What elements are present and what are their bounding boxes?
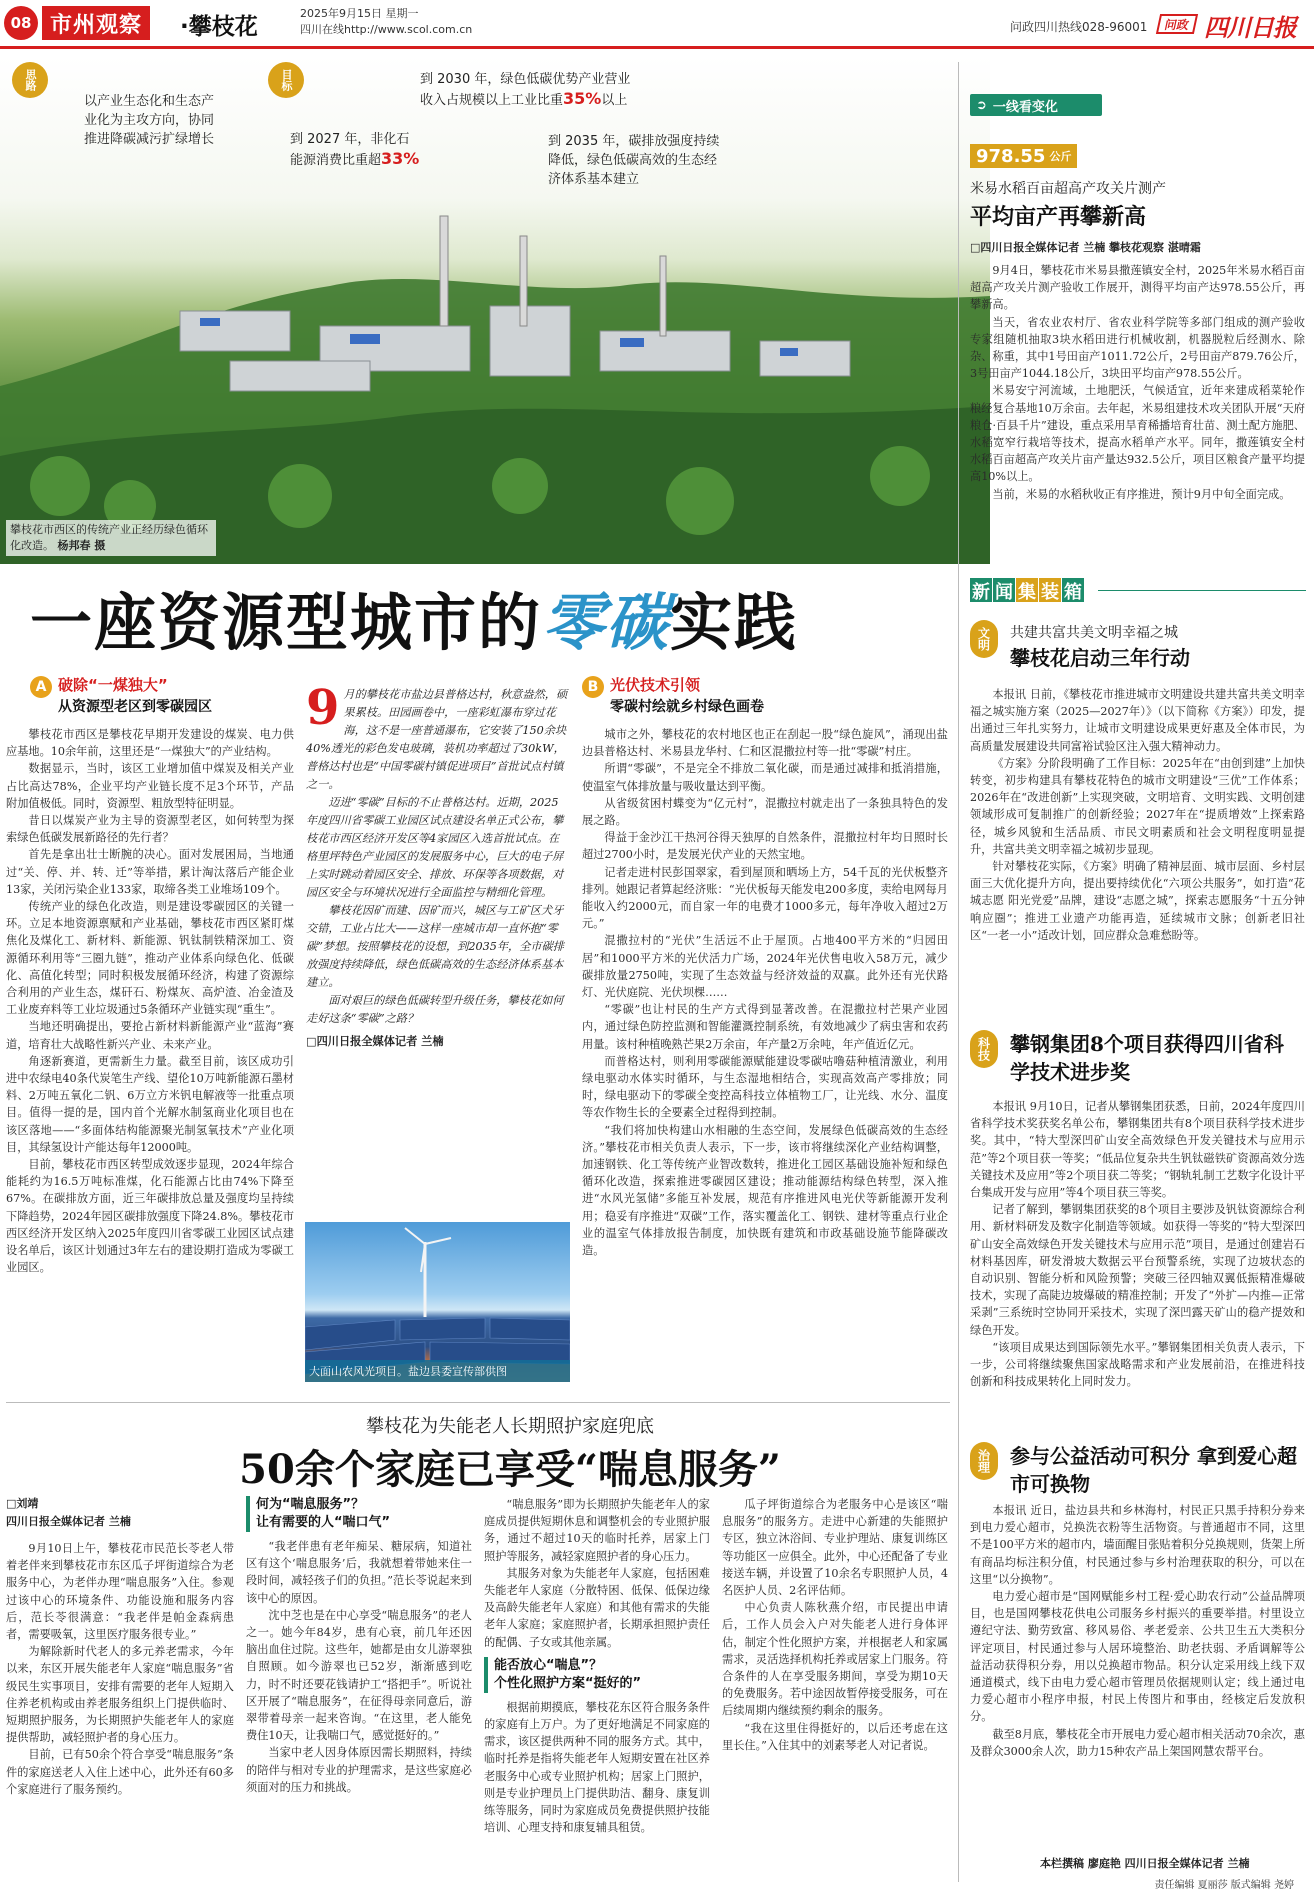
bottom-para: “我老伴患有老年痴呆、糖尿病，知道社区有这个‘喘息服务’后，我就想着带她来住一段时间，减轻孩子们的负担。”范长苓说起来到该中心的原因。 [246,1540,472,1605]
photo-credit: 杨邦春 摄 [57,539,106,552]
bottom-para: “我在这里住得挺好的，以后还考虑在这里长住。”入住其中的刘素琴老人对记者说。 [722,1721,948,1752]
lead-text: 面对艰巨的绿色低碳转型升级任务，攀枝花如何走好这条“零碳”之路？ [306,994,564,1025]
bottom-subtitle: 攀枝花为失能老人长期照护家庭兜底 [366,1416,654,1437]
section-a-para: 传统产业的绿色化改造，则是建设零碳园区的关键一环。立足本地资源禀赋和产业基础，攀枝花市西区紧盯煤焦化及煤化工、新材料、新能源、钒钛制铁精深加工、资源循环利用等“三圈九链”，推动产业体系向绿色化、低碳化、高值化转型；同时积极发展循环经济，构建了资源综合利用的产业生态，煤矸石、粉煤灰、高炉渣、冶金渣及工业废弃料等工业垃圾通过5条循环产业链实现“重生”。 [6,900,294,1017]
ask-logo: 问政 [1156,14,1198,34]
rice-byline: □四川日报全媒体记者 兰楠 攀枝花观察 湛晴霜 [970,241,1201,254]
n3-para: 本报讯 近日，盐边县共和乡林海村，村民正只黑手持积分券来到电力爱心超市，兑换洗衣粉等生活物资。与普通超市不同，这里不是100平方米的超市内，墙面醒目张贴着积分兑换规则，货架上所有商品均标注积分值，村民通过参与乡村治理获取的积分，可以在这里“以分换物”。 [970,1504,1305,1586]
q1-heading [246,1496,472,1532]
wind-solar-illustration [305,1222,570,1382]
rice-para: 当天，省农业农村厅、省农业科学院等多部门组成的测产验收专家组随机抽取3块水稻田进行机械收割，机器脱粒后经测水、除杂、称重，其中1号田亩产1011.72公斤，2号田亩产879.76公斤，3号田亩产1044.18公斤，3块田平均亩产978.55公斤。 [970,315,1305,381]
bottom-para: 瓜子坪街道综合为老服务中心是该区“喘息服务”的服务方。走进中心新建的失能照护专区，独立沐浴间、专业护理站、康复训练区等功能区一应俱全。此外，中心还配备了专业接送车辆，并设置了10余名专职照护人员，4名医护人员、2名评估师。 [722,1498,948,1598]
section-a-title: 破除“一煤独大” [58,676,168,694]
section-a-para: 数据显示，当时，该区工业增加值中煤炭及相关产业占比高达78%，企业平均产业链长度不足3个环节，产品附加值极低。同时，资源型、粗放型特征明显。 [6,762,294,810]
badge-civilization: 文明 [970,620,998,658]
rice-title: 平均亩产再攀新高 [970,204,1147,230]
rice-yield-value: 978.55 [976,145,1046,167]
hotline: 问政四川热线028-96001 [1010,20,1148,34]
date-line [300,6,472,38]
q2-heading-line1: 能否放心“喘息”？ [494,1657,603,1673]
bottom-col-1 [6,1540,234,1798]
rice-para: 米易安宁河流域，土地肥沃，气候适宜，近年来建成稻菜轮作粮经复合基地10万余亩。去年起，米易组建技术攻关团队开展“天府粮仓·百县千片”建设，重点采用旱育稀播培育壮苗、测土配方施肥、水稻宽窄行栽培等技术，提高水稻单产水平。同年，撒莲镇安全村水稻百亩超高产攻关片亩产量达932.5公斤，项目区粮食产量平均提高10%以上。 [970,384,1305,484]
bottom-divider [6,1402,950,1403]
n3-title: 参与公益活动可积分 拿到爱心超市可换物 [1010,1444,1297,1496]
date-text: 2025年9月15日 星期一 [300,7,419,20]
bottom-para: 沈中芝也是在中心享受“喘息服务”的老人之一。她今年84岁，患有心衰，前几年还因脑出血住过院。这些年，她都是由女儿游翠独自照顾。如今游翠也已52岁，渐渐感到吃力，时不时还要花钱请护工“搭把手”。听说社区开展了“喘息服务”，在征得母亲同意后，游翠带着母亲一起来咨询。“在这里，老人能免费住10天，让我喘口气，感觉挺好的。” [246,1608,472,1743]
section-b-para: “我们将加快构建山水相融的生态空间，发展绿色低碳高效的生态经济。”攀枝花市相关负责人表示，下一步，该市将继续深化产业结构调整，加速钢铁、化工等传统产业智改数转，推进化工园区基础设施补短和绿色循环化改造，探索推进零碳园区建设；推动能源结构绿色转型，深入推进“水风光氢储”多能互补发展，规范有序推进风电光伏等新能源开发利用；稳妥有序推进“双碳”工作，落实覆盖化工、钢铁、建材等重点行业企业的温室气体排放报告制度，加快既有建筑和市政基础设施节能降碳改造。 [582,1123,948,1258]
section-a-para: 目前，攀枝花市西区转型成效逐步显现，2024年综合能耗约为16.5万吨标准煤，化石能源占比由74%下降至67%。在碳排放方面，近三年碳排放总量及强度均呈持续下降趋势，2024年园区碳排放强度下降24.8%。攀枝花市西区经济开发区纳入2025年度四川省零碳工业园区试点建设名单后，该区计划通过3年左右的建设期打造成为零碳工业园区。 [6,1158,294,1275]
rice-subtitle: 米易水稻百亩超高产攻关片测产 [970,181,1166,197]
bottom-para: 其服务对象为失能老年人家庭，包括困难失能老年人家庭（分散特困、低保、低保边缘及高龄失能老年人家庭）和其他有需求的失能老年人家庭；家庭照护者，长期承担照护责任的配偶、子女或其他亲属。 [484,1566,710,1649]
bottom-title: 50余个家庭已享受“喘息服务” [239,1446,781,1493]
lead-text: 月的攀枝花市盐边县普格达村，秋意盎然，硕果累枝。田园画卷中，一座彩虹瀑布穿过花海，这不是一座普通瀑布，它安装了150余块40%透光的彩色发电玻璃，装机功率超过了30kW，普格达村也是“中国零碳村镇促进项目”首批试点村镇之一。 [306,688,568,791]
q1-heading-line1: 何为“喘息服务”？ [256,1497,365,1512]
rice-yield-unit: 公斤 [1049,150,1072,163]
section-a-subtitle: 从资源型老区到零碳园区 [58,699,212,715]
main-title-post: 实践 [670,586,799,659]
goal-2035: 到 2035 年，碳排放强度持续降低，绿色低碳高效的生态经济体系基本建立 [548,134,720,187]
right-section-tag [970,94,1102,116]
bottom-para: 为解除新时代老人的多元养老需求，今年以来，东区开展失能老年人家庭“喘息服务”省级民生实事项目，安排有需要的老年人短期入住养老机构或由养老服务组织上门提供临时、短期照护服务，为长期照护失能老年人的家庭提供帮助，减轻照护者的身心压力。 [6,1645,234,1745]
rice-yield-number [970,144,1077,168]
idea-text: 以产业生态化和生态产业化为主攻方向，协同推进降碳减污扩绿增长 [84,94,215,147]
section-b-para: 记者走进村民彭国翠家，看到屋顶和晒场上方，54千瓦的光伏板整齐排列。她跟记者算起经济账：“光伏板每天能发电200多度，卖给电网每月能收入约2000元，而自家一年的电费才1000多元，每年净收入超过2万元。” [582,865,948,931]
section-b-title: 光伏技术引领 [610,676,701,694]
news-box-char: 闻 [993,578,1015,602]
n1-article [970,686,1305,944]
n3-para: 电力爱心超市是“国网赋能乡村工程·爱心助农行动”公益品牌项目，也是国网攀枝花供电公司服务乡村振兴的重要举措。村里设立遵纪守法、勤劳致富、移风易俗、孝老爱亲、公共卫生五大类积分评定项目，村民通过参与人居环境整治、助老扶弱、矛盾调解等公益活动获得积分券，用以兑换超市物品。积分认定采用线上线下双通道模式，线下由电力爱心超市管理员依据规则认定；线上通过电力爱心超市小程序申报，村民上传图片和事由，经核定后发放积分。 [970,1590,1305,1724]
main-title-pre: 一座资源型城市的 [30,586,543,659]
arrow-icon: ➲ [976,97,987,113]
lead-text: 攀枝花因矿而建、因矿而兴，城区与工矿区犬牙交错，工业占比大——这样一座城市却一直怀抱“零碳”梦想。按照攀枝花的设想，到2035年，全市碳排放强度持续降低，绿色低碳高效的生态经济体系基本建立。 [306,904,564,989]
column-divider [958,62,959,1882]
section-a-para: 角逐新赛道，更需新生力量。截至目前，该区成功引进中农绿电40条代炭笔生产线、望伦10万吨新能源石墨材料、2万吨五氧化二钒、6万立方米钒电解液等一批重点项目。值得一提的是，国内首个光解水制氢商业化项目也在该区落地——“多面体结构能源聚光制氢氧技术”产业化项目，其绿氢设计产能达每年12000吨。 [6,1054,294,1154]
news-box-char: 新 [970,578,992,602]
q1-heading-line2: 让有需要的人“喘口气” [256,1515,391,1530]
section-b-subtitle: 零碳村绘就乡村绿色画卷 [610,699,764,715]
goal-2027-value: 33% [381,149,420,168]
bottom-col-4 [722,1496,948,1754]
n2-para: “该项目成果达到国际领先水平。”攀钢集团相关负责人表示，下一步，公司将继续聚焦国家战略需求和产业发展前沿，在推进科技创新和科技成果转化上同时发力。 [970,1340,1305,1389]
section-b-para: 得益于金沙江干热河谷得天独厚的自然条件，混撒拉村年均日照时长超过2700小时，是发展光伏产业的天然宝地。 [582,831,948,862]
n2-article [970,1098,1305,1390]
goal-2027-text: 到 2027 年，非化石能源消费比重超 [290,132,410,168]
section-b-para: “零碳”也让村民的生产方式得到显著改善。在混撒拉村芒果产业园内，通过绿色防控监测和智能灌溉控制系统，有效地减少了病虫害和农药用量。该村种植晚熟芒果2万余亩，年产量2万余吨，年产值近亿元。 [582,1003,948,1051]
main-title-highlight: 零碳 [542,586,671,659]
section-b-para: 城市之外，攀枝花的农村地区也正在刮起一股“绿色旋风”，涌现出盐边县普格达村、米易县龙华村、仁和区混撒拉村等一批“零碳”村庄。 [582,728,948,759]
section-a-para: 昔日以煤炭产业为主导的资源型老区，如何转型为探索绿色低碳发展新路径的先行者？ [6,814,294,845]
website-link[interactable]: 四川在线http://www.scol.com.cn [300,23,473,36]
goal-2030-suffix: 以上 [601,93,628,108]
n1-subtitle: 共建共富共美文明幸福之城 [1010,625,1178,641]
section-b-para: 而普格达村，则利用零碳能源赋能建设零碳咕噜菇种植清激业，利用绿电驱动水体实时循环，与生态湿地相结合，实现高效高产零排放；同时，绿电驱动下的零碳全变控高科技立体植物工厂，让光线、水分、温度等农作物生长的全要素全过程得到控制。 [582,1054,948,1120]
q2-heading [484,1657,710,1693]
section-b-para: 从省级贫困村蝶变为“亿元村”，混撒拉村就走出了一条独具特色的发展之路。 [582,796,948,828]
news-box-char: 集 [1016,578,1038,602]
section-b-para: 混撒拉村的“光伏”生活远不止于屋顶。占地400平方米的“归园田居”和1000平方米的光伏活力广场，2024年光伏售电收入58万元，减少碳排放量2750吨，实现了生态效益与经济效益的双赢。此外还有光伏路灯、光伏庭院、光伏坝棵…… [582,934,948,1000]
goal-2030-value: 35% [563,89,602,108]
solar-caption: 大面山农风光项目。盐边县委宣传部供图 [305,1360,570,1382]
hero-photo [0,56,990,564]
section-b-article [582,726,948,1259]
news-box-header [970,578,1085,602]
right-tag-text: 一线看变化 [992,99,1058,115]
section-a-badge: A [30,676,52,698]
goal-2027 [290,130,420,170]
section-a-para: 首先是拿出壮士断腕的决心。面对发展困局，当地通过“关、停、并、转、迁”等举措，累计淘汰落后产能企业13家，关闭污染企业133家，取缔各类工业堆场109个。 [6,848,294,896]
news-box-char: 装 [1039,578,1061,602]
rice-para: 当前，米易的水稻秋收正有序推进，预计9月中旬全面完成。 [992,487,1291,501]
section-a-para: 当地还明确提出，要抢占新材料新能源产业“蓝海”赛道，培育壮大战略性新兴产业、未来产业。 [6,1020,294,1051]
section-city: ·攀枝花 [180,14,258,40]
n2-para: 记者了解到，攀钢集团获奖的8个项目主要涉及钒钛资源综合利用、新材料研发及数字化制造等领域。如获得一等奖的“特大型深凹矿山安全高效绿色开发关键技术与应用示范”项目，是通过创建岩石材料基因库，研发滑坡大数据云平台预警系统，实现了边坡状态的自动识别、智能分析和风险预警；突破三径四轴双翼低振精准爆破技术，实现了高陡边坡爆破的精准控制；开发了“外扩—内推—正常采剥”三系统时空协同开采技术，实现了深凹露天矿山的稳产提效和绿色开发。 [970,1203,1305,1337]
section-b-badge: B [582,676,604,698]
bottom-byline-2: 四川日报全媒体记者 兰楠 [6,1515,131,1528]
section-b-para: 所谓“零碳”，不是完全不排放二氧化碳，而是通过减排和抵消措施，使温室气体排放量与吸收量达到平衡。 [582,762,948,793]
n3-byline: 本栏撰稿 廖庭艳 四川日报全媒体记者 兰楠 [1040,1857,1250,1870]
q2-heading-line2: 个性化照护方案“挺好的” [494,1675,642,1691]
n1-title: 攀枝花启动三年行动 [1010,646,1190,670]
dropcap: 9 [306,680,340,736]
photo-caption-text: 攀枝花市西区的传统产业正经历绿色循环化改造。 [10,523,208,552]
n1-para: 针对攀枝花实际，《方案》明确了精神层面、城市层面、乡村层面三大优化提升方向，提出要持续优化“六项公共服务”，如打造“花城志愿 阳光党爱”品牌，建设“志愿之城”，探索志愿服务“十五分钟响应圈”；推进工业遗产功能再造，延续城市文脉；创新老旧社区“一老一小”适改计划，回应群众急难愁盼等。 [970,860,1305,942]
rice-article [970,262,1305,503]
n1-para: 本报讯 日前，《攀枝花市推进城市文明建设共建共富共美文明幸福之城实施方案（2025—2027年）》（以下简称《方案》）印发，提出通过三年扎实努力，让城市文明建设成果更好惠及全体市民，为高质量发展建设共同富裕试验区注入强大精神动力。 [970,688,1305,753]
bottom-byline-1: □刘靖 [6,1497,39,1510]
main-title [30,573,798,662]
page-number: 08 [4,6,38,40]
photo-caption [6,520,216,556]
bottom-col-2 [246,1496,472,1796]
badge-technology: 科技 [970,1030,998,1068]
bottom-para: 当家中老人因身体原因需长期照料，持续的陪伴与相对专业的护理需求，是这些家庭必须面对的压力和挑战。 [246,1746,472,1794]
badge-governance: 治理 [970,1442,998,1480]
section-a-para: 攀枝花市西区是攀枝花早期开发建设的煤炭、电力供应基地。10余年前，这里还是“一煤独大”的产业结构。 [6,728,294,759]
goal-2030-text: 到 2030 年，绿色低碳优势产业营业收入占规模以上工业比重 [420,72,631,108]
news-box-char: 箱 [1062,578,1084,602]
footer-editors: 责任编辑 夏丽莎 版式编辑 尧婷 [1154,1880,1294,1891]
rice-para: 9月4日，攀枝花市米易县撒莲镇安全村，2025年米易水稻百亩超高产攻关片测产验收工作展开，测得平均亩产达978.55公斤，再攀新高。 [970,264,1305,312]
section-name: 市州观察 [42,6,150,40]
bottom-para: 根据前期摸底，攀枝花东区符合服务条件的家庭有上万户。为了更好地满足不同家庭的需求，该区提供两种不同的服务方式。其中，临时托养是指将失能老年人短期安置在社区养老服务中心或专业照护机构；居家上门照护，则是专业护理员上门提供助洁、翻身、康复训练等服务，同时为家庭成员免费提供照护技能培训、心理支持和康复辅具租赁。 [484,1700,710,1835]
paper-logo: 四川日报 [1204,13,1296,42]
bottom-para: 中心负责人陈秋燕介绍，市民提出申请后，工作人员会入户对失能老人进行身体评估，制定个性化照护方案，并根据老人和家属需求，灵活选择机构托养或居家上门服务。符合条件的人在享受服务期间，享受为期10天的免费服务。若中途因故暂停接受服务，可在后续周期内继续预约剩余的服务。 [722,1601,948,1718]
tag-idea: 思路 [12,62,48,98]
solar-photo [305,1222,570,1382]
n1-para: 《方案》分阶段明确了工作目标：2025年在“由创到建”上加快转变，初步构建具有攀枝花特色的城市文明建设“三优”工作体系；2026年在“改进创新”上实现突破，文明培育、文明实践、文明创建领域形成可复制推广的创新经验；2027年在“提质增效”上探索路径，城乡风貌和生活品质、市民文明素质和社会文明程度明显提升，共富共美文明幸福之城初步显现。 [970,756,1305,856]
goal-2030 [420,70,640,110]
n2-title: 攀钢集团8个项目获得四川省科学技术进步奖 [1010,1032,1284,1084]
section-a-article [6,726,294,1277]
bottom-para: 9月10日上午，攀枝花市民范长苓老人带着老伴来到攀枝花市东区瓜子坪街道综合为老服务中心，为老伴办理“喘息服务”入住。参观过该中心的环境条件、功能设施和服务内容后，范长苓很满意：“我老伴是帕金森病患者，需要吸氧，这里医疗服务很专业。” [6,1542,234,1642]
lead-byline: □四川日报全媒体记者 兰楠 [306,1034,444,1048]
bottom-para: “喘息服务”即为长期照护失能老年人的家庭成员提供短期休息和调整机会的专业照护服务，通过不超过10天的临时托养，居家上门照护等服务，减轻家庭照护者的身心压力。 [484,1498,710,1563]
tag-goal: 目标 [268,62,304,98]
lead-text: 迈进“零碳”目标的不止普格达村。近期，2025年度四川省零碳工业园区试点建设名单正式公布，攀枝花市西区经济开发区等4家园区入选首批试点。在格里坪特色产业园区的发展服务中心，巨大的电子屏上实时跳动着园区安全、排放、环保等各项数据，对园区安全与环境状况进行全面监控与精细化管理。 [306,796,564,899]
n2-para: 本报讯 9月10日，记者从攀钢集团获悉，日前，2024年度四川省科学技术奖获奖名单公布，攀钢集团共有8个项目获科学技术进步奖。其中，“特大型深凹矿山安全高效绿色开发关键技术与应用示范”等2个项目获一等奖；“低品位复杂共生钒钛磁铁矿资源高效分选关键技术及应用”等2个项目获二等奖；“钢轨轧制工艺数字化设计平台集成开发与应用”等4个项目获三等奖。 [970,1100,1305,1200]
bottom-para: 目前，已有50余个符合享受“喘息服务”条件的家庭送老人入住上述中心，此外还有60多个家庭进行了服务预约。 [6,1748,234,1796]
header-rule [0,46,1314,49]
bottom-col-3 [484,1496,710,1836]
n3-para: 截至8月底，攀枝花全市开展电力爱心超市相关活动70余次，惠及群众3000余人次，助力15种农产品上架国网慧农帮平台。 [970,1727,1305,1758]
news-box-rule [1098,590,1306,591]
n3-article [970,1502,1305,1760]
lead-paragraph [306,680,568,1050]
